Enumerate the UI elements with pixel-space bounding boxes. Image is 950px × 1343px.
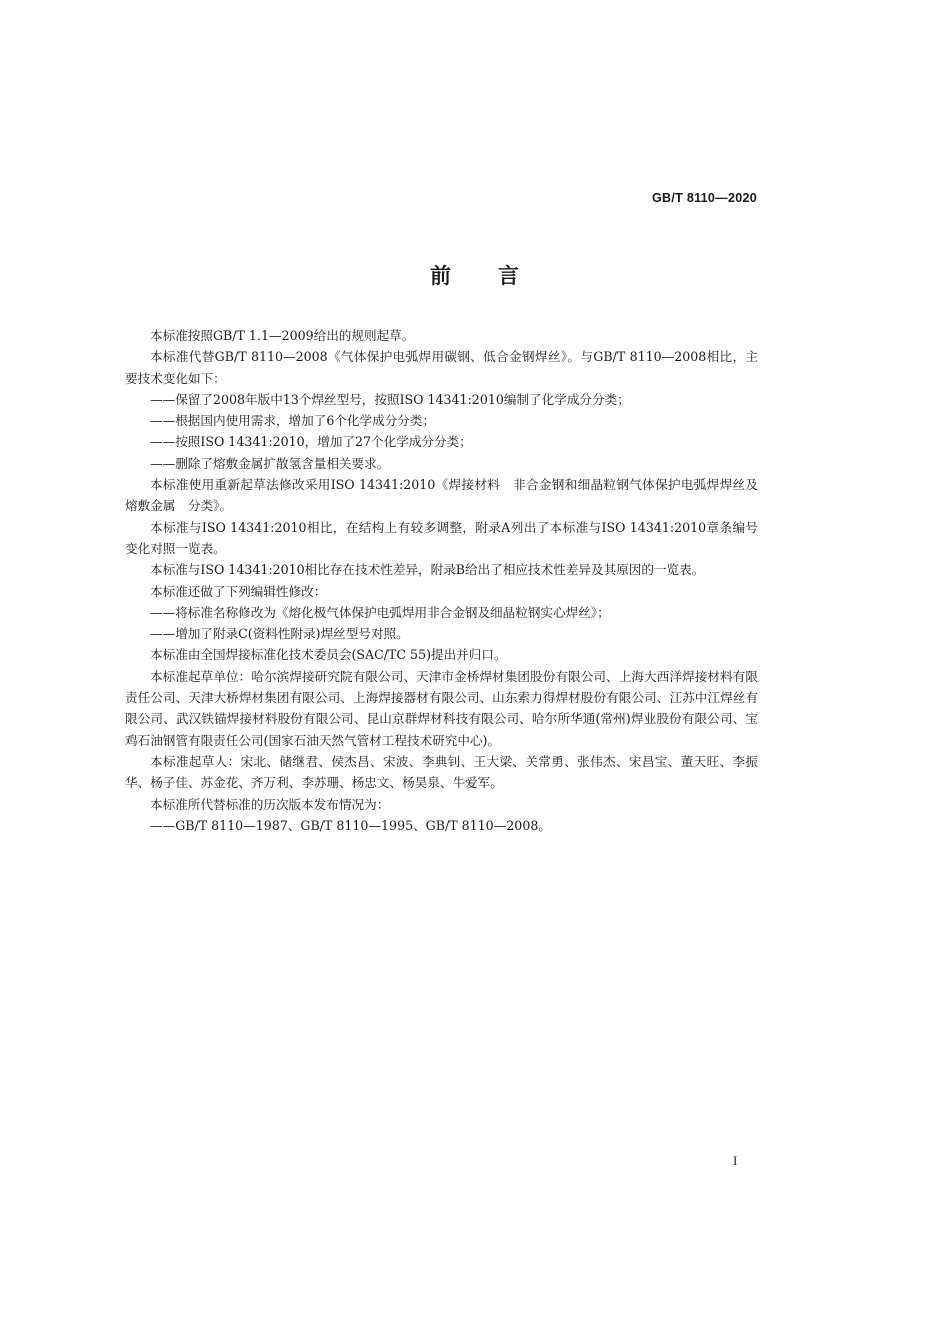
page-title [0, 260, 950, 290]
paragraph-drafting-units: 本标准起草单位：哈尔滨焊接研究院有限公司、天津市金桥焊材集团股份有限公司、上海大西洋焊接材料有限责任公司、天津大桥焊材集团有限公司、上海焊接器材有限公司、山东索力得焊材股份有限公司、江苏中江焊丝有限公司、武汉铁锚焊接材料股份有限公司、昆山京群焊材科技有限公司、哈尔所华通(常州)焊业股份有限公司、宝鸡石油钢管有限责任公司(国家石油天然气管材工程技术研究中心)。 [125, 668, 758, 748]
paragraph-drafting-rules: 本标准按照GB/T 1.1—2009给出的规则起草。 [150, 328, 415, 343]
paragraph-replaces: 本标准代替GB/T 8110—2008《气体保护电弧焊用碳钢、低合金钢焊丝》。与GB/T 8110—2008相比，主要技术变化如下： [125, 349, 758, 386]
standard-number: GB/T 8110—2020 [652, 191, 757, 205]
paragraph-iso-adoption: 本标准使用重新起草法修改采用ISO 14341:2010《焊接材料 非合金钢和细晶粒钢气体保护电弧焊焊丝及熔敷金属 分类》。 [125, 477, 758, 514]
title-char-1: 前 [430, 264, 452, 288]
paragraph-history-intro: 本标准所代替标准的历次版本发布情况为： [150, 796, 390, 812]
title-char-2: 言 [498, 264, 520, 288]
paragraph-technical-differences: 本标准与ISO 14341:2010相比存在技术性差异，附录B给出了相应技术性差异及其原因的一览表。 [150, 562, 705, 578]
paragraph-editorial-changes: 本标准还做了下列编辑性修改： [150, 583, 327, 599]
change-item: ——根据国内使用需求，增加了6个化学成分分类； [150, 413, 436, 429]
foreword-body [125, 325, 758, 836]
paragraph-committee: 本标准由全国焊接标准化技术委员会(SAC/TC 55)提出并归口。 [150, 647, 507, 663]
editorial-item: ——增加了附录C(资料性附录)焊丝型号对照。 [150, 626, 409, 642]
paragraph-drafters: 本标准起草人：宋北、储继君、侯杰昌、宋波、李典钊、王大梁、关常勇、张伟杰、宋昌宝、董天旺、李振华、杨子佳、苏金花、齐万利、李苏珊、杨忠文、杨昊泉、牛爱军。 [125, 753, 758, 791]
change-item: ——按照ISO 14341:2010，增加了27个化学成分分类； [150, 434, 472, 450]
page-number: I [733, 1153, 738, 1168]
paragraph-structure-changes: 本标准与ISO 14341:2010相比，在结构上有较多调整，附录A列出了本标准与ISO 14341:2010章条编号变化对照一览表。 [125, 519, 758, 556]
change-item: ——保留了2008年版中13个焊丝型号，按照ISO 14341:2010编制了化学成分分类； [150, 391, 630, 407]
editorial-item: ——将标准名称修改为《熔化极气体保护电弧焊用非合金钢及细晶粒钢实心焊丝》； [150, 604, 610, 620]
history-item: ——GB/T 8110—1987、GB/T 8110—1995、GB/T 8110—2008。 [150, 817, 551, 833]
change-item: ——删除了熔敷金属扩散氢含量相关要求。 [150, 455, 390, 471]
